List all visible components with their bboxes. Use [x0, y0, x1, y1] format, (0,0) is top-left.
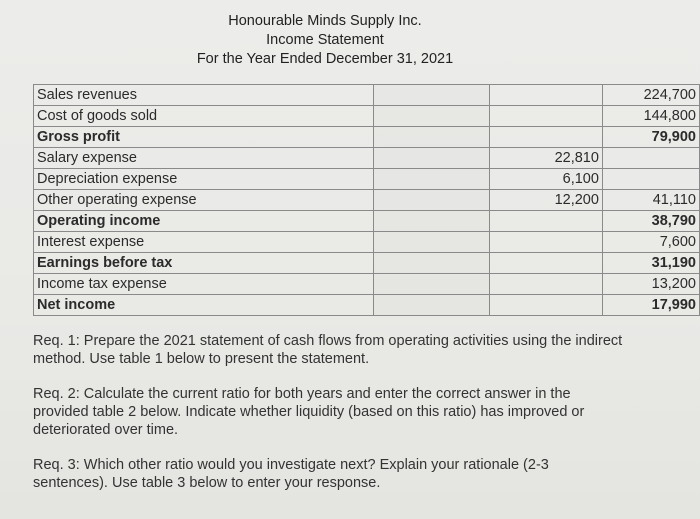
table-row	[34, 148, 700, 169]
row-blank-cell	[374, 232, 489, 253]
row-total-value: 79,900	[602, 127, 699, 148]
requirement-1: Req. 1: Prepare the 2021 statement of cash flows from operating activities using the indirect method. Use table 1 below to present the statement.	[33, 333, 623, 367]
row-label: Sales revenues	[34, 85, 374, 106]
table-row	[34, 253, 700, 274]
row-subtotal-value	[489, 85, 602, 106]
row-label: Salary expense	[34, 148, 374, 169]
row-label: Earnings before tax	[34, 253, 374, 274]
row-label: Net income	[34, 295, 374, 316]
table-row	[34, 295, 700, 316]
row-label: Operating income	[34, 211, 374, 232]
row-total-value: 31,190	[602, 253, 699, 274]
row-subtotal-value	[489, 232, 602, 253]
row-subtotal-value	[489, 106, 602, 127]
table-row	[34, 106, 700, 127]
row-label: Gross profit	[34, 127, 374, 148]
row-blank-cell	[374, 274, 489, 295]
table-row	[34, 127, 700, 148]
row-label: Depreciation expense	[34, 169, 374, 190]
row-label: Income tax expense	[34, 274, 374, 295]
row-blank-cell	[374, 295, 489, 316]
row-subtotal-value	[489, 211, 602, 232]
row-subtotal-value	[489, 253, 602, 274]
row-blank-cell	[374, 253, 489, 274]
row-subtotal-value: 12,200	[489, 190, 602, 211]
row-subtotal-value	[489, 127, 602, 148]
row-label: Other operating expense	[34, 190, 374, 211]
row-total-value: 7,600	[602, 232, 699, 253]
requirements	[33, 332, 623, 509]
row-label: Interest expense	[34, 232, 374, 253]
row-blank-cell	[374, 190, 489, 211]
requirement-2: Req. 2: Calculate the current ratio for both years and enter the correct answer in the provided table 2 below. Indicate whether liquidity (based on this ratio) has improved or deteriorated over time.	[33, 386, 585, 438]
company-name: Honourable Minds Supply Inc.	[228, 13, 422, 29]
row-subtotal-value: 6,100	[489, 169, 602, 190]
table-row	[34, 85, 700, 106]
row-blank-cell	[374, 85, 489, 106]
table-row	[34, 169, 700, 190]
row-blank-cell	[374, 148, 489, 169]
requirement-3: Req. 3: Which other ratio would you investigate next? Explain your rationale (2-3 sentences). Use table 3 below to enter your response.	[33, 457, 549, 491]
row-subtotal-value: 22,810	[489, 148, 602, 169]
statement-header	[160, 12, 490, 69]
row-total-value: 38,790	[602, 211, 699, 232]
table-row	[34, 232, 700, 253]
statement-title: Income Statement	[266, 32, 384, 48]
row-label: Cost of goods sold	[34, 106, 374, 127]
row-total-value	[602, 169, 699, 190]
table-row	[34, 190, 700, 211]
row-subtotal-value	[489, 295, 602, 316]
table-row	[34, 211, 700, 232]
row-total-value	[602, 148, 699, 169]
statement-period: For the Year Ended December 31, 2021	[196, 51, 454, 67]
income-statement-table	[33, 84, 700, 316]
row-total-value: 144,800	[602, 106, 699, 127]
row-total-value: 17,990	[602, 295, 699, 316]
row-blank-cell	[374, 106, 489, 127]
row-blank-cell	[374, 127, 489, 148]
row-total-value: 224,700	[602, 85, 699, 106]
row-subtotal-value	[489, 274, 602, 295]
table-row	[34, 274, 700, 295]
row-blank-cell	[374, 169, 489, 190]
row-total-value: 41,110	[602, 190, 699, 211]
row-blank-cell	[374, 211, 489, 232]
row-total-value: 13,200	[602, 274, 699, 295]
